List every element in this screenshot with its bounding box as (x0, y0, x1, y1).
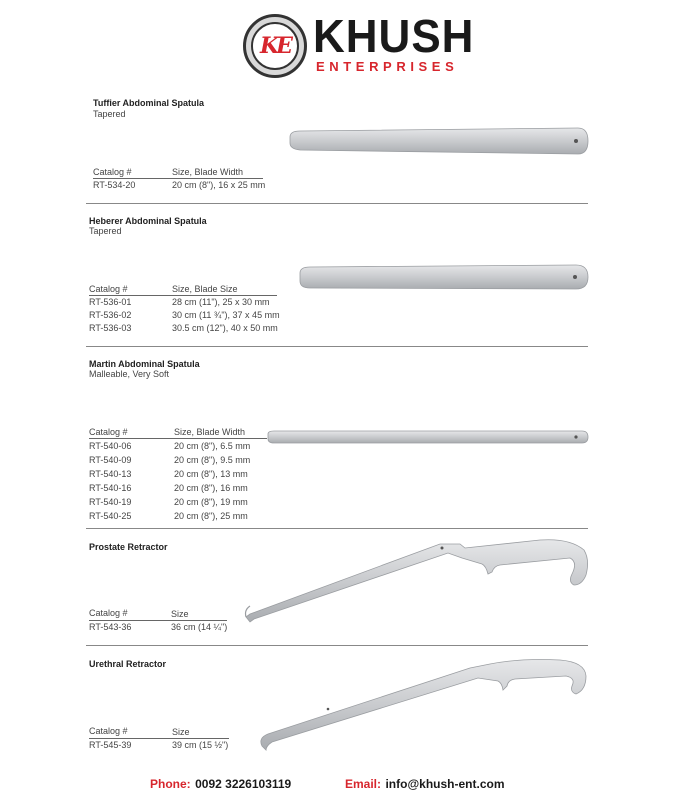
column-header-catalog: Catalog # (89, 726, 128, 736)
product-title: Martin Abdominal Spatula (89, 359, 200, 369)
size-value: 20 cm (8"), 13 mm (174, 469, 248, 479)
column-header-catalog: Catalog # (93, 167, 132, 177)
size-value: 20 cm (8"), 16 mm (174, 483, 248, 493)
catalog-number: RT-536-02 (89, 310, 132, 320)
catalog-number: RT-536-01 (89, 297, 132, 307)
phone-number[interactable]: 0092 3226103119 (195, 777, 292, 791)
product-subtitle: Tapered (89, 226, 122, 236)
size-value: 30.5 cm (12"), 40 x 50 mm (172, 323, 278, 333)
catalog-number: RT-536-03 (89, 323, 132, 333)
catalog-number: RT-540-25 (89, 511, 132, 521)
product-subtitle: Tapered (93, 109, 126, 119)
product-title: Urethral Retractor (89, 659, 167, 669)
column-header-size: Size, Blade Size (172, 284, 238, 294)
size-value: 20 cm (8"), 25 mm (174, 511, 248, 521)
column-header-catalog: Catalog # (89, 608, 128, 618)
column-header-size: Size, Blade Width (174, 427, 246, 437)
size-value: 20 cm (8"), 19 mm (174, 497, 248, 507)
footer-email (345, 775, 505, 793)
size-value: 20 cm (8"), 6.5 mm (174, 441, 251, 451)
column-header-size: Size (171, 609, 189, 619)
size-value: 20 cm (8"), 9.5 mm (174, 455, 251, 465)
product-title: Prostate Retractor (89, 542, 168, 552)
catalog-number: RT-540-16 (89, 483, 132, 493)
column-header-size: Size (172, 727, 190, 737)
size-value: 39 cm (15 ½") (172, 740, 229, 750)
email-address[interactable]: info@khush-ent.com (385, 777, 505, 791)
column-header-catalog: Catalog # (89, 427, 128, 437)
email-label: Email: (345, 777, 382, 791)
brand-name: KHUSH (313, 10, 475, 63)
phone-label: Phone: (150, 777, 191, 791)
catalog-number: RT-540-13 (89, 469, 132, 479)
size-value: 20 cm (8"), 16 x 25 mm (172, 180, 266, 190)
size-value: 36 cm (14 ¼") (171, 622, 228, 632)
catalog-number: RT-540-06 (89, 441, 132, 451)
size-value: 30 cm (11 ¾"), 37 x 45 mm (172, 310, 280, 320)
catalog-number: RT-543-36 (89, 622, 132, 632)
size-value: 28 cm (11"), 25 x 30 mm (172, 297, 270, 307)
product-title: Tuffier Abdominal Spatula (93, 98, 205, 108)
catalog-number: RT-545-39 (89, 740, 132, 750)
logo-monogram: KE (251, 22, 299, 70)
catalog-number: RT-540-19 (89, 497, 132, 507)
footer-phone (150, 775, 291, 793)
product-subtitle: Malleable, Very Soft (89, 369, 170, 379)
catalog-number: RT-540-09 (89, 455, 132, 465)
column-header-size: Size, Blade Width (172, 167, 244, 177)
column-header-catalog: Catalog # (89, 284, 128, 294)
catalog-number: RT-534-20 (93, 180, 136, 190)
brand-tagline: ENTERPRISES (316, 59, 459, 74)
product-title: Heberer Abdominal Spatula (89, 216, 207, 226)
